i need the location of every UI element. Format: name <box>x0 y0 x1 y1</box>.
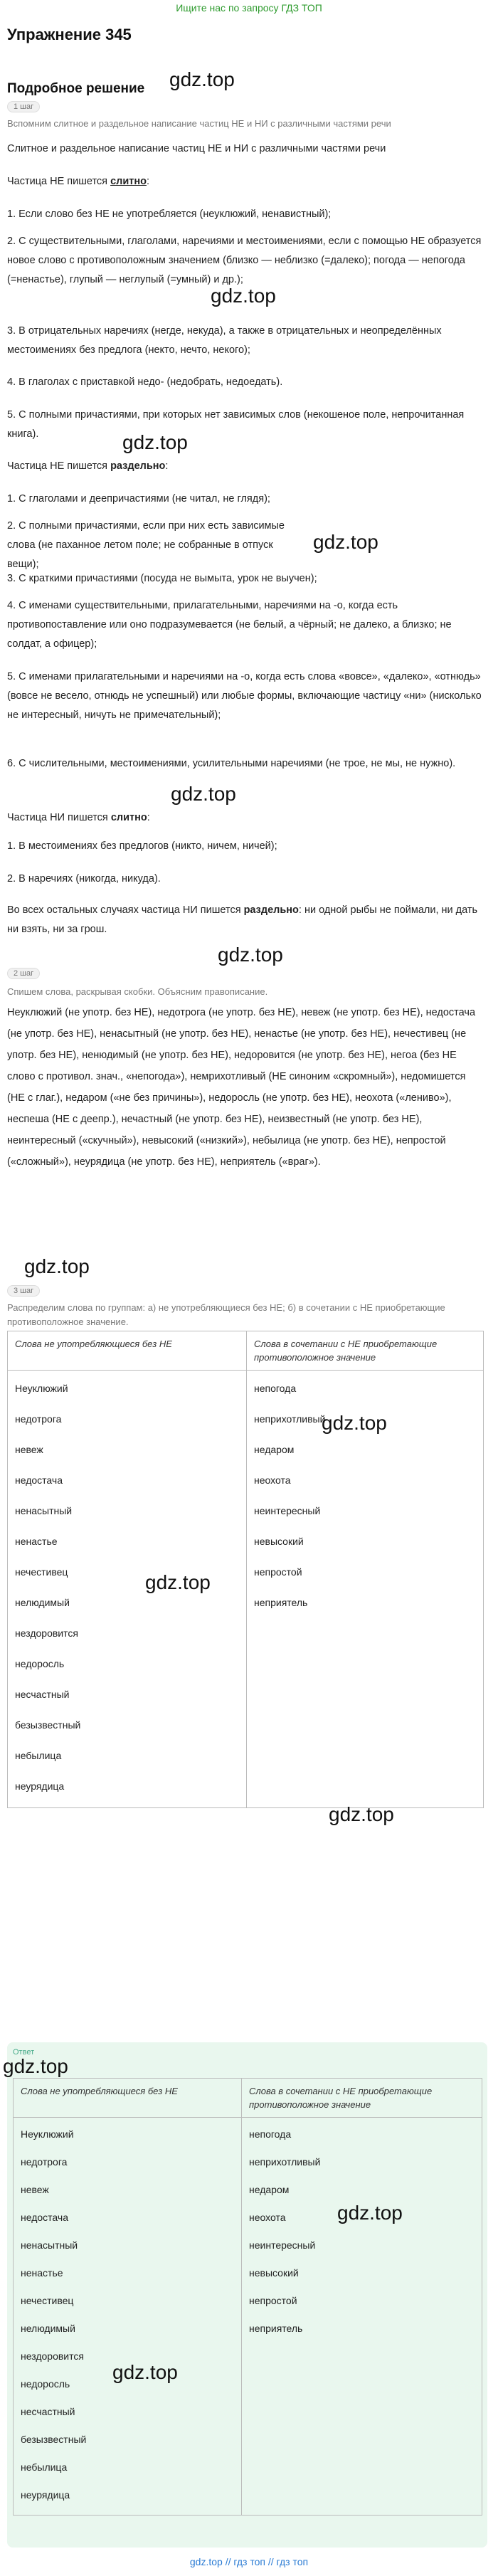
list-item: недоросль <box>21 2378 70 2390</box>
step-2-text: Неуклюжий (не употр. без НЕ), недотрога (не употр. без НЕ), невеж (не употр. без НЕ), недостача (не употр. без НЕ), ненасытный (не употр. без НЕ), ненастье (не употр. без НЕ), нечестивец (не употр. без НЕ), ненюдимый (не употр. без НЕ), недоровится (не употр. без НЕ), негоа (без НЕ слово с противол. знач., «непогода»), немрихотливый (НЕ синоним «скромный»), недомишется (НЕ с глаг.), недаром («не без причины»), недоросль (не употр. без НЕ), неохота («лениво»), неспеша (НЕ с деепр.), нечастный (не употр. без НЕ), неизвестный (не употр. без НЕ), неинтересный («скучный»), невысокий («низкий»), небылица (не употр. без НЕ), непростой («сложный»), неурядица (не употр. без НЕ), неприятель («враг»). <box>7 1007 476 1168</box>
razd-rule-4: 4. С именами существительными, прилагательными, наречиями на -о, когда есть противопоставление или оно подразумевается (не белый, а чёрный; не далеко, а близко; не солдат, а офицер); <box>7 600 452 650</box>
list-item: ненастье <box>15 1536 58 1547</box>
answer-table <box>13 2078 482 2516</box>
slitno-rule-4: 4. В глаголах с приставкой недо- (недобрать, недоедать). <box>7 376 283 388</box>
table-header-2: Слова в сочетании с НЕ приобретающие противоположное значение <box>247 1331 484 1371</box>
right-column <box>247 1371 484 1808</box>
list-item: неприятель <box>254 1597 308 1608</box>
list-item: неприятель <box>249 2323 303 2334</box>
razd-rule-2: 2. С полными причастиями, если при них есть зависимые слова (не паханное летом поле; не собранные в отпуск вещи); <box>7 520 285 570</box>
watermark: gdz.top <box>145 1571 211 1593</box>
list-item: неурядица <box>21 2489 70 2501</box>
list-item: непогода <box>249 2128 292 2140</box>
bottom-links[interactable]: gdz.top // гдз топ // гдз топ <box>189 2556 309 2567</box>
watermark: gdz.top <box>313 531 378 553</box>
list-item: нелюдимый <box>15 1597 70 1608</box>
watermark: gdz.top <box>169 68 235 90</box>
left-column <box>8 1371 247 1808</box>
list-item: недостача <box>15 1474 63 1486</box>
list-item: нелюдимый <box>21 2323 75 2334</box>
list-item: ненастье <box>21 2267 63 2279</box>
list-item: неохота <box>249 2212 286 2223</box>
answer-header-1: Слова не употребляющиеся без НЕ <box>14 2079 242 2118</box>
list-item: нечестивец <box>21 2295 74 2306</box>
list-item: невеж <box>21 2184 49 2195</box>
list-item: небылица <box>15 1750 62 1761</box>
ni-rule-2: 2. В наречиях (никогда, никуда). <box>7 873 161 885</box>
watermark: gdz.top <box>171 783 236 805</box>
list-item: ненасытный <box>21 2239 78 2251</box>
list-item: недотрога <box>21 2156 68 2168</box>
ni-razd-rule: Во всех остальных случаях частица НИ пишется раздельно: ни одной рыбы не поймали, ни дать ни взять, ни за грош. <box>7 904 478 935</box>
page-title: Упражнение 345 <box>7 26 132 43</box>
list-item: неприхотливый <box>249 2156 321 2168</box>
razd-rule-1: 1. С глаголами и деепричастиями (не читал, не глядя); <box>7 493 270 505</box>
step-2-label: 2 шаг <box>7 968 40 979</box>
list-item: недотрога <box>15 1413 62 1425</box>
slitno-rule-3: 3. В отрицательных наречиях (негде, некуда), а также в отрицательных и неопределённых местоимениях без предлога (некто, нечто, некого); <box>7 325 442 356</box>
list-item: непростой <box>254 1566 302 1578</box>
watermark: gdz.top <box>24 1255 90 1277</box>
answer-left-column <box>14 2118 242 2516</box>
list-item: недаром <box>254 1444 295 1455</box>
step-1-label: 1 шаг <box>7 101 40 112</box>
answer-header-2: Слова в сочетании с НЕ приобретающие противоположное значение <box>242 2079 482 2118</box>
list-item: нездоровится <box>21 2350 84 2362</box>
list-item: недаром <box>249 2184 290 2195</box>
list-item: несчастный <box>21 2406 75 2417</box>
list-item: недоросль <box>15 1658 65 1669</box>
list-item: Неуклюжий <box>21 2128 74 2140</box>
step-3-table <box>7 1331 484 1808</box>
list-item: неприхотливый <box>254 1413 326 1425</box>
list-item: ненасытный <box>15 1505 73 1516</box>
list-item: несчастный <box>15 1689 70 1700</box>
list-item: неинтересный <box>254 1505 321 1516</box>
watermark: gdz.top <box>322 1412 387 1434</box>
watermark: gdz.top <box>218 944 283 966</box>
watermark: gdz.top <box>112 2361 178 2383</box>
top-banner[interactable]: Ищите нас по запросу ГДЗ ТОП <box>176 2 322 14</box>
slitno-rule-2: 2. С существительными, глаголами, наречиями и местоимениями, если с помощью НЕ образуется новое слово с противоположным значением (близко — неблизко (=далеко); погода — непогода (=ненастье), глупый — неглупый (=умный) и др.); <box>7 236 482 285</box>
list-item: неинтересный <box>249 2239 316 2251</box>
list-item: небылица <box>21 2461 68 2473</box>
watermark: gdz.top <box>3 2055 68 2077</box>
list-item: неохота <box>254 1474 291 1486</box>
watermark: gdz.top <box>329 1803 394 1825</box>
list-item: неурядица <box>15 1780 65 1792</box>
list-item: безызвестный <box>15 1719 81 1731</box>
razd-rule-3: 3. С краткими причастиями (посуда не вымыта, урок не выучен); <box>7 573 317 584</box>
list-item: невеж <box>15 1444 43 1455</box>
list-item: непростой <box>249 2295 297 2306</box>
ni-slitno-heading: Частица НИ пишется слитно: <box>7 812 150 823</box>
answer-right-column <box>242 2118 482 2516</box>
section-title: Подробное решение <box>7 81 145 96</box>
step-2-note: Спишем слова, раскрывая скобки. Объясним правописание. <box>7 986 268 997</box>
slitno-rule-5: 5. С полными причастиями, при которых нет зависимых слов (некошеное поле, непрочитанная книга). <box>7 409 465 440</box>
list-item: нечестивец <box>15 1566 68 1578</box>
watermark: gdz.top <box>337 2202 403 2224</box>
watermark: gdz.top <box>122 431 188 453</box>
step-3-label: 3 шаг <box>7 1285 40 1297</box>
rules-heading: Слитное и раздельное написание частиц НЕ и НИ с различными частями речи <box>7 143 386 154</box>
step-1-note: Вспомним слитное и раздельное написание частиц НЕ и НИ с различными частями речи <box>7 118 391 129</box>
list-item: невысокий <box>249 2267 299 2279</box>
list-item: непогода <box>254 1383 297 1394</box>
list-item: Неуклюжий <box>15 1383 68 1394</box>
slitno-rule-1: 1. Если слово без НЕ не употребляется (неуклюжий, ненавистный); <box>7 208 332 220</box>
answer-label: Ответ <box>13 2048 35 2057</box>
razd-rule-6: 6. С числительными, местоимениями, усилительными наречиями (не трое, не мы, не нужно). <box>7 758 456 769</box>
list-item: невысокий <box>254 1536 304 1547</box>
list-item: безызвестный <box>21 2434 87 2445</box>
ni-rule-1: 1. В местоимениях без предлогов (никто, ничем, ничей); <box>7 840 277 852</box>
step-3-note: Распределим слова по группам: а) не употребляющиеся без НЕ; б) в сочетании с НЕ приобретающие противоположное значение. <box>7 1302 445 1327</box>
watermark: gdz.top <box>211 285 276 307</box>
list-item: нездоровится <box>15 1627 78 1639</box>
list-item: недостача <box>21 2212 68 2223</box>
ne-razd-heading: Частица НЕ пишется раздельно: <box>7 460 169 472</box>
table-header-1: Слова не употребляющиеся без НЕ <box>8 1331 247 1371</box>
ne-slitno-heading: Частица НЕ пишется слитно: <box>7 176 150 187</box>
razd-rule-5: 5. С именами прилагательными и наречиями на -о, когда есть слова «вовсе», «далеко», «отнюдь» (вовсе не весело, отнюдь не успешный) или любые формы, включающие частицу «ни» (нисколько не интересный, ничуть не примечательный); <box>7 671 482 721</box>
